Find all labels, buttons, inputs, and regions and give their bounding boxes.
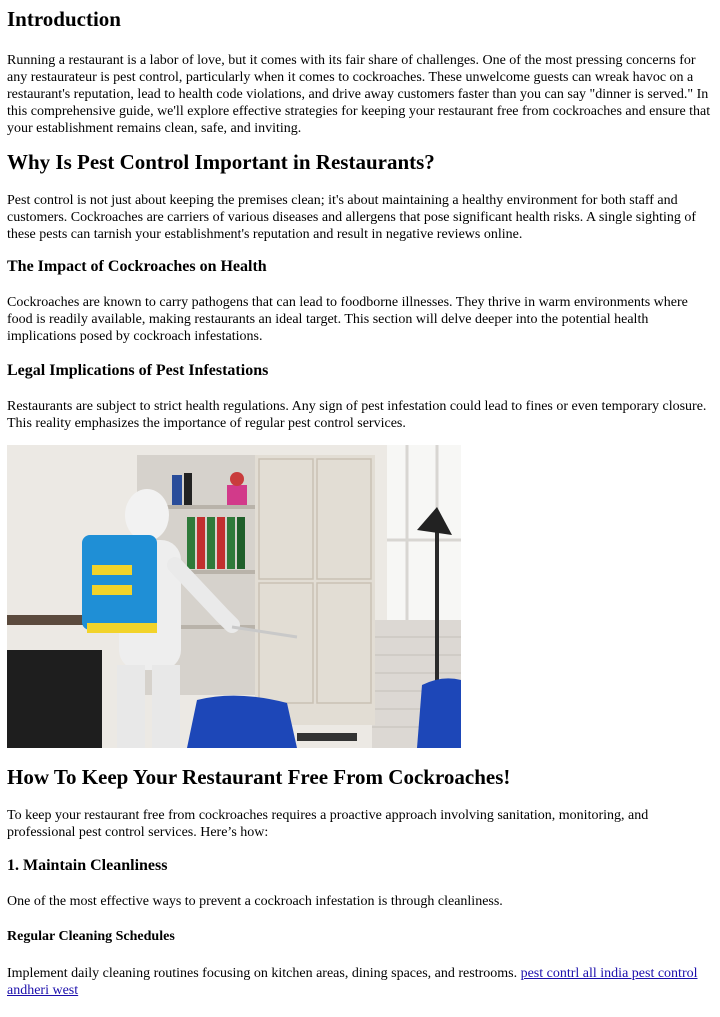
why-heading: Why Is Pest Control Important in Restaurants? [7, 150, 435, 174]
legal-heading: Legal Implications of Pest Infestations [7, 362, 269, 379]
step1-paragraph: One of the most effective ways to prevent a cockroach infestation is through cleanliness. [7, 894, 503, 909]
howto-heading: How To Keep Your Restaurant Free From Cockroaches! [7, 765, 511, 789]
schedules-heading: Regular Cleaning Schedules [7, 929, 175, 944]
pest-control-illustration [7, 445, 461, 748]
schedules-text: Implement daily cleaning routines focusing on kitchen areas, dining spaces, and restrooms. [7, 966, 518, 981]
impact-heading: The Impact of Cockroaches on Health [7, 258, 267, 275]
intro-paragraph: Running a restaurant is a labor of love, but it comes with its fair share of challenges. One of the most pressing concerns for any restaurateur is pest control, particularly when it comes to cockroaches. These unwelcome guests can wreak havoc on a restaurant's reputation, lead to health code violations, and drive away customers faster than you can say "dinner is served." In this comprehensive guide, we'll explore effective strategies for keeping your restaurant free from cockroaches and ensure that your establishment remains clean, safe, and inviting. [7, 53, 711, 136]
legal-paragraph: Restaurants are subject to strict health regulations. Any sign of pest infestation could lead to fines or even temporary closure. This reality emphasizes the importance of regular pest control services. [7, 399, 707, 431]
step1-heading: 1. Maintain Cleanliness [7, 857, 168, 874]
impact-paragraph: Cockroaches are known to carry pathogens that can lead to foodborne illnesses. They thrive in warm environments where food is readily available, making restaurants an ideal target. This section will delve deeper into the potential health implications posed by cockroach infestations. [7, 295, 688, 344]
why-paragraph: Pest control is not just about keeping the premises clean; it's about maintaining a healthy environment for both staff and customers. Cockroaches are carriers of various diseases and allergens that pose significant health risks. A single sighting of these pests can tarnish your establishment's reputation and result in negative reviews online. [7, 193, 697, 242]
schedules-paragraph [7, 965, 715, 999]
pest-control-photo [7, 445, 461, 748]
pest-control-link[interactable]: pest contrl all india pest control andheri west [7, 966, 698, 998]
howto-paragraph: To keep your restaurant free from cockroaches requires a proactive approach involving sanitation, monitoring, and professional pest control services. Here’s how: [7, 808, 649, 840]
intro-heading: Introduction [7, 7, 121, 31]
